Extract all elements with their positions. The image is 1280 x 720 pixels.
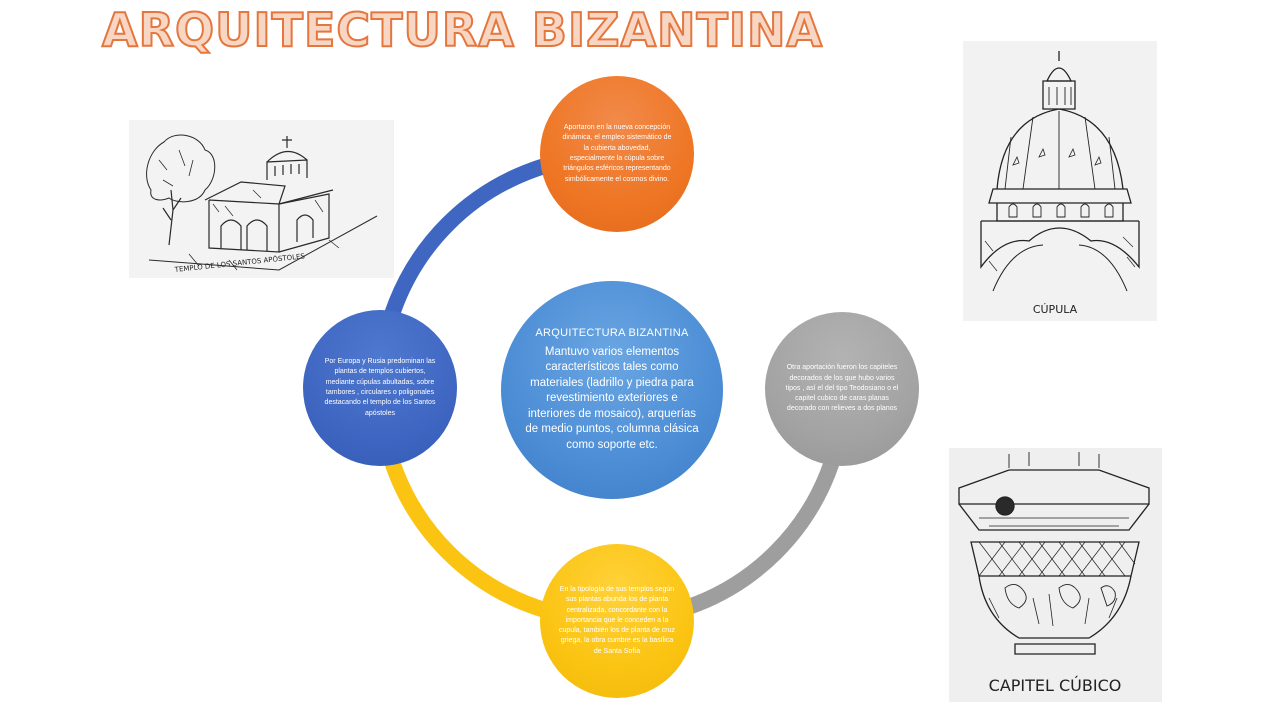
dome-caption: CÚPULA <box>1032 303 1078 316</box>
temple-caption: TEMPLO DE LOS SANTOS APÓSTOLES <box>174 252 306 274</box>
center-node <box>501 281 723 499</box>
right-node <box>765 312 919 466</box>
center-body: Mantuvo varios elementos característicos tales como materiales (ladrillo y piedra para revestimiento exteriores e interiores de mosaico), arquerías de medio puntos, columna clásica como soporte etc. <box>525 345 699 451</box>
top-node <box>540 76 694 232</box>
right-node-text: Otra aportación fueron los capiteles decorados de los que hubo varios tipos , así el del tipo Teodosiano o el capitel cubico de caras planas decorado con relieves a dos planos <box>785 364 899 413</box>
top-node-text: Aportaron en la nueva concepción dinámica, el empleo sistemático de la cubierta abovedad, especialmente la cúpula sobre triángulos esféricos representando simbólicamente el cosmos divino. <box>562 124 672 183</box>
center-heading: ARQUITECTURA BIZANTINA <box>535 326 689 339</box>
bottom-node <box>540 544 694 698</box>
temple-sketch-image <box>129 120 394 278</box>
page-title: ARQUITECTURA BIZANTINA <box>102 3 824 57</box>
left-node-text: Por Europa y Rusia predominan las plantas de templos cubiertos, mediante cúpulas abultadas, sobre tambores , circulares o poligonales destacando el templo de los Santos apóstoles <box>324 358 436 417</box>
capital-caption: CAPITEL CÚBICO <box>988 676 1122 695</box>
capital-sketch-image <box>949 448 1162 702</box>
capital-sketch-icon <box>949 448 1162 702</box>
dome-sketch-icon <box>963 41 1157 321</box>
temple-sketch-icon <box>129 120 394 278</box>
bottom-node-text: En la tipología de sus templos según sus plantas abunda los de planta centralizada, concordante con la importancia que le conceden a la cupula, también los de planta de cruz griega, la obra cumbre es la basílica de Santa Sofía <box>559 585 675 655</box>
left-node <box>303 310 457 466</box>
dome-sketch-image <box>963 41 1157 321</box>
